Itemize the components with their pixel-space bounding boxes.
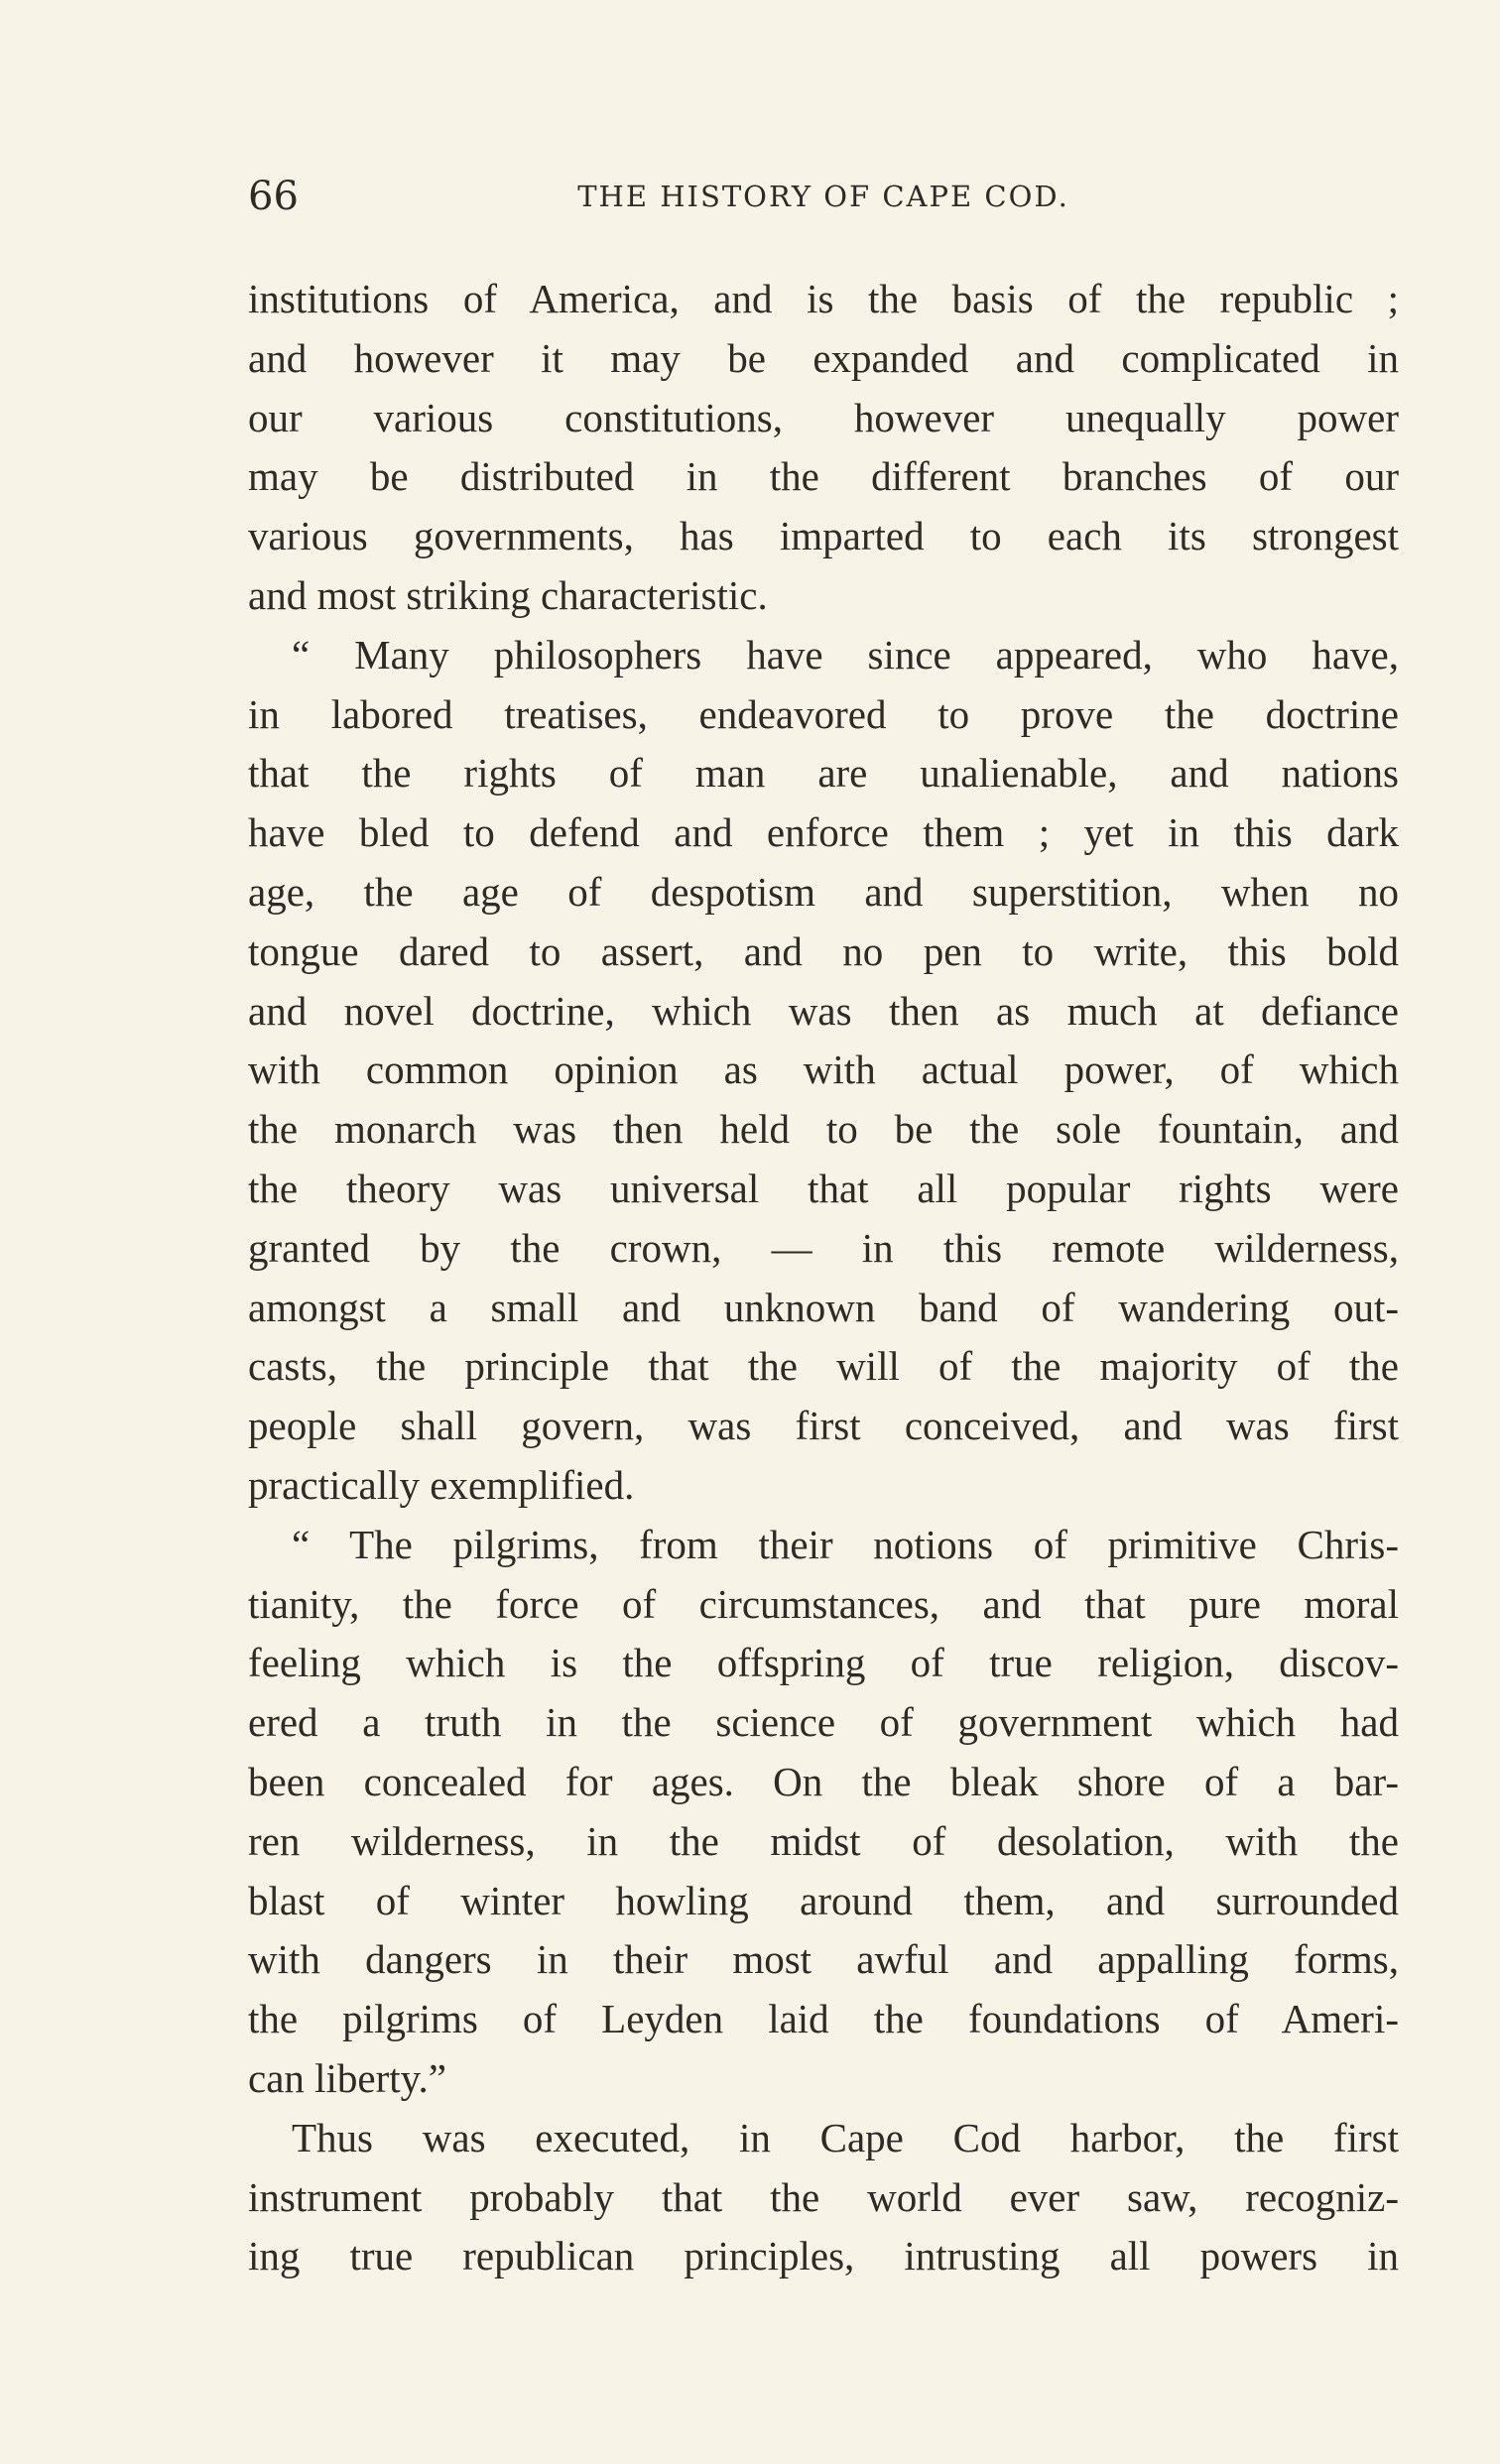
text-line: the pilgrims of Leyden laid the foundations of Ameri- [248,1996,1399,2042]
text-line: and novel doctrine, which was then as much at defiance [248,987,1399,1034]
page-number: 66 [248,174,299,219]
running-title: THE HISTORY OF CAPE COD. [577,180,1069,213]
text-line: with dangers in their most awful and appalling forms, [248,1936,1399,1983]
text-line: been concealed for ages. On the bleak shore of a bar- [248,1758,1399,1804]
text-line: tianity, the force of circumstances, and that pure moral [248,1580,1399,1627]
text-line: “ Many philosophers have since appeared, who have, [292,631,1399,678]
text-line: with common opinion as with actual power, of which [248,1047,1399,1093]
text-line: “ The pilgrims, from their notions of primitive Chris- [292,1521,1399,1567]
text-line: the theory was universal that all popular rights were [248,1165,1399,1211]
text-line: feeling which is the offspring of true religion, discov- [248,1640,1399,1686]
text-line: have bled to defend and enforce them ; yet in this dark [248,809,1399,856]
text-line: Thus was executed, in Cape Cod harbor, the first [292,2114,1399,2160]
text-line: ered a truth in the science of government which had [248,1699,1399,1746]
text-line: tongue dared to assert, and no pen to write, this bold [248,927,1399,974]
text-line: casts, the principle that the will of the majority of the [248,1343,1399,1390]
text-line: in labored treatises, endeavored to prove the doctrine [248,690,1399,737]
text-line: amongst a small and unknown band of wandering out- [248,1284,1399,1330]
text-line: our various constitutions, however unequally power [248,394,1399,440]
text-line: blast of winter howling around them, and surrounded [248,1877,1399,1923]
text-line: ren wilderness, in the midst of desolation, with the [248,1817,1399,1864]
running-head [248,167,1399,226]
text-line: ing true republican principles, intrusting all powers in [248,2233,1399,2279]
text-line: that the rights of man are unalienable, and nations [248,750,1399,797]
text-line: institutions of America, and is the basis of the republic ; [248,276,1399,321]
text-line: age, the age of despotism and superstition, when no [248,868,1399,915]
text-line: practically exemplified. [248,1461,635,1508]
text-line: and most striking characteristic. [248,571,768,618]
text-line: may be distributed in the different branches of our [248,453,1399,500]
text-line: various governments, has imparted to each its strongest [248,513,1399,559]
text-line: people shall govern, was first conceived, and was first [248,1403,1399,1449]
text-line: and however it may be expanded and complicated in [248,334,1399,381]
text-line: can liberty.” [248,2054,446,2101]
text-line: instrument probably that the world ever saw, recogniz- [248,2173,1399,2220]
text-line: the monarch was then held to be the sole fountain, and [248,1106,1399,1153]
body-text [248,270,1399,2286]
text-line: granted by the crown, — in this remote wilderness, [248,1224,1399,1271]
